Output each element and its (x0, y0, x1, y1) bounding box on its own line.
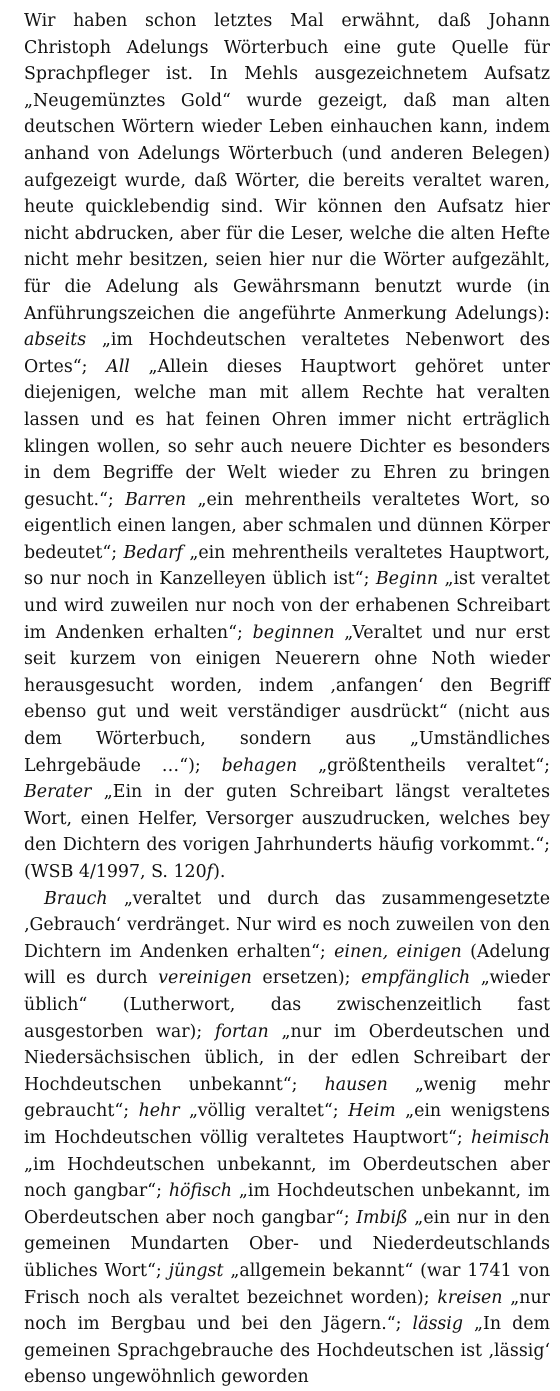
emphasized-term: hausen (324, 1074, 388, 1095)
text-run: ). (213, 862, 226, 882)
text-run: „allgemein bekannt“ (war 1741 von Frisch noch als veraltet bezeichnet worden); (24, 1260, 551, 1308)
emphasized-term: höfisch (168, 1181, 232, 1202)
paragraph-2 (24, 886, 550, 1391)
emphasized-term: Bedarf (123, 542, 183, 563)
emphasized-term: einen, einigen (334, 941, 462, 962)
text-run: „ist veraltet und wird zuweilen nur noch von der erhabenen Schreibart im Andenken erhalten“; (24, 569, 551, 643)
text-run: „ein wenigstens im Hochdeutschen völlig veraltetes Hauptwort“; (24, 1101, 550, 1148)
emphasized-term: Barren (124, 489, 187, 510)
text-run: „im Hochdeutschen veraltetes Nebenwort des Ortes“; (24, 330, 550, 377)
emphasized-term: Imbiß (356, 1207, 408, 1228)
text-run: „im Hochdeutschen unbekannt, im Oberdeutschen aber noch gangbar“; (24, 1181, 550, 1228)
text-run: „In dem gemeinen Sprachgebrauche des Hochdeutschen ist ‚lässig‘ ebenso ungewöhnlich geworden (24, 1314, 550, 1388)
text-run: „völlig veraltet“; (179, 1101, 349, 1122)
emphasized-term: All (106, 356, 130, 377)
paragraph-1 (24, 8, 550, 886)
emphasized-term: jüngst (168, 1260, 224, 1281)
emphasized-term: Heim (348, 1101, 396, 1122)
text-run: „ein mehrentheils veraltetes Wort, so eigentlich einen langen, aber schmalen und dünnen Körper bedeutet“; (24, 489, 550, 563)
text-run: „ein nur in den gemeinen Mundarten Ober- und Niederdeutschlands übliches Wort“; (24, 1207, 550, 1281)
emphasized-term: kreisen (437, 1287, 503, 1308)
emphasized-term: Beginn (375, 569, 439, 590)
text-run: „veraltet und durch das zusammengesetzte ‚Gebrauch‘ verdränget. Nur wird es noch zuweilen von den Dichtern im Andenken erhalten“; (24, 888, 550, 962)
emphasized-term: f (206, 862, 214, 882)
text-run: Wir haben schon letztes Mal erwähnt, daß Johann Christoph Adelungs Wörterbuch eine gute Quelle für Sprachpfleger ist. In Mehls ausgezeichnetem Aufsatz „Neugemünztes Gold“ wurde gezeigt, daß man alten deutschen Wörtern wieder Leben einhauchen kann, indem anhand von Adelungs Wörterbuch (und anderen Belegen) aufgezeigt wurde, daß Wörter, die bereits veraltet waren, heute quicklebendig sind. Wir können den Aufsatz hier nicht abdrucken, aber für die Leser, welche die alten Hefte nicht mehr besitzen, seien hier nur die Wörter aufgezählt, für die Adelung als Gewährsmann benutzt wurde (in Anführungszeichen die angeführte Anmerkung Adelungs): (24, 11, 550, 324)
emphasized-term: Berater (24, 782, 92, 803)
text-run: (Adelung will es durch (24, 941, 550, 989)
emphasized-term: vereinigen (158, 968, 252, 989)
emphasized-term: hehr (138, 1101, 180, 1122)
text-run: „Veraltet und nur erst seit kurzem von einigen Neuerern ohne Noth wieder herausgesucht worden, indem ‚anfangen‘ den Begriff ebenso gut und weit verständiger ausdrückt“ (nicht aus dem Wörterbuch, sondern aus „Umständliches Lehrgebäude …“); (24, 622, 550, 776)
text-run: ersetzen); (251, 968, 362, 989)
text-run: „größtentheils veraltet“; (297, 755, 550, 776)
text-run: „Ein in der guten Schreibart längst veraltetes Wort, einen Helfer, Versorger auszudrucken, welches bey den Dichtern des vorigen Jahrhunderts häufig vorkommt.“; (WSB 4/1997, S. 120 (24, 782, 550, 882)
text-run: „ein mehrentheils veraltetes Hauptwort, so nur noch in Kanzelleyen üblich ist“; (24, 542, 550, 590)
text-run: „nur noch im Bergbau und bei den Jägern.“; (24, 1287, 550, 1335)
document-page (24, 8, 550, 1391)
emphasized-term: abseits (24, 330, 87, 351)
emphasized-term: lässig (412, 1314, 464, 1335)
text-run: „wieder üblich“ (Lutherwort, das zwischenzeitlich fast ausgestorben war); (24, 968, 550, 1042)
text-run: „nur im Oberdeutschen und Niedersächsischen üblich, in der edlen Schreibart der Hochdeutschen unbekannt“; (24, 1021, 550, 1095)
emphasized-term: fortan (214, 1021, 269, 1042)
text-run: „wenig mehr gebraucht“; (24, 1074, 550, 1122)
text-run: „im Hochdeutschen unbekannt, im Oberdeutschen aber noch gangbar“; (24, 1154, 550, 1202)
text-run: „Allein dieses Hauptwort gehöret unter diejenigen, welche man mit allem Rechte hat veralten lassen und es hat feinen Ohren immer nicht erträglich klingen wollen, so sehr auch neuere Dichter es besonders in dem Begriffe der Welt wieder zu Ehren zu bringen gesucht.“; (24, 356, 550, 510)
emphasized-term: heimisch (471, 1127, 550, 1148)
emphasized-term: behagen (221, 755, 298, 776)
emphasized-term: Brauch (44, 888, 108, 909)
emphasized-term: empfänglich (361, 968, 471, 989)
emphasized-term: beginnen (252, 622, 335, 643)
